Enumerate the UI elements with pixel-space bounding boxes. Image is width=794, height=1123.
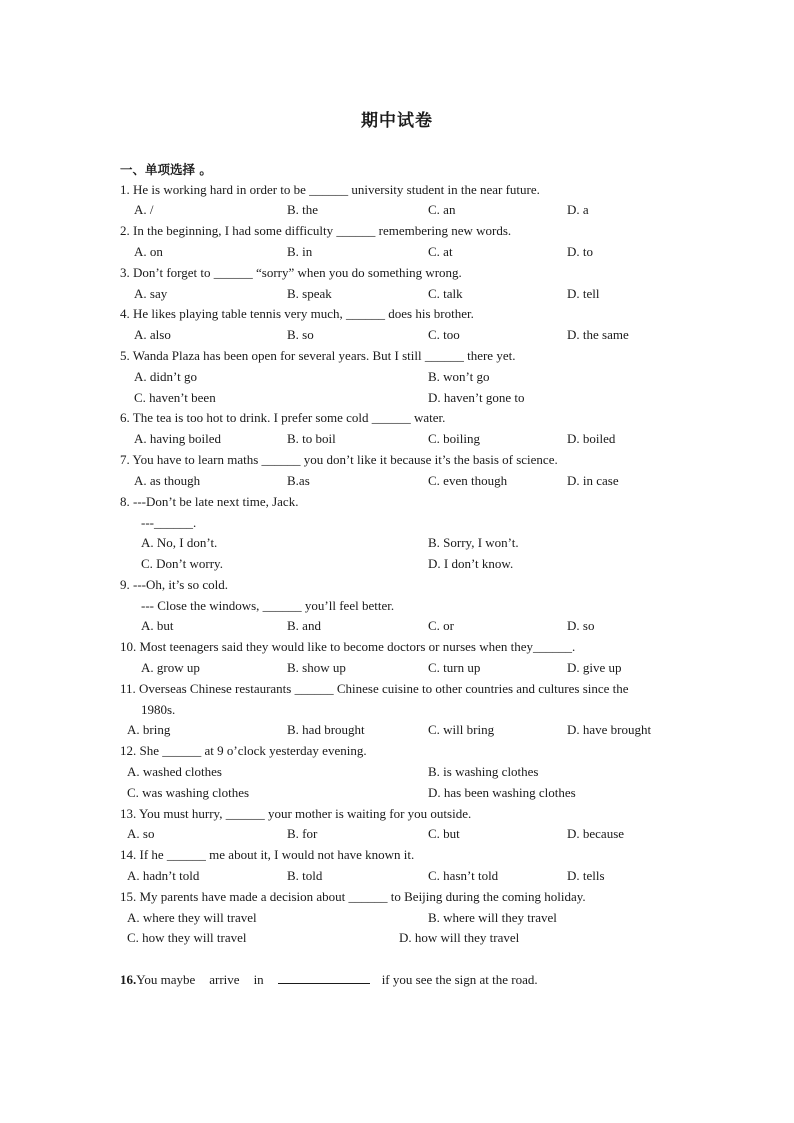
question-13-stem: 13. You must hurry, ______ your mother is waiting for you outside. bbox=[120, 806, 472, 821]
question-10-option-c: C. turn up bbox=[428, 660, 481, 675]
question-16-answer-blank[interactable] bbox=[278, 973, 370, 984]
question-14-stem: 14. If he ______ me about it, I would not have known it. bbox=[120, 847, 415, 862]
question-8-option-b: B. Sorry, I won’t. bbox=[428, 535, 519, 550]
question-4-option-b: B. so bbox=[287, 327, 314, 342]
question-10-option-b: B. show up bbox=[287, 660, 346, 675]
question-15-option-a: A. where they will travel bbox=[127, 910, 257, 925]
question-10-stem: 10. Most teenagers said they would like to become doctors or nurses when they______. bbox=[120, 639, 576, 654]
question-11-option-d: D. have brought bbox=[567, 722, 652, 737]
question-2-option-d: D. to bbox=[567, 244, 593, 259]
question-15-option-b: B. where will they travel bbox=[428, 910, 557, 925]
question-10-option-d: D. give up bbox=[567, 660, 622, 675]
question-9-stem-line-2: --- Close the windows, ______ you’ll feel better. bbox=[141, 598, 395, 613]
question-3-option-c: C. talk bbox=[428, 286, 463, 301]
question-13-option-a: A. so bbox=[127, 826, 155, 841]
question-8-stem-line-2: ---______. bbox=[141, 515, 197, 530]
question-12-option-b: B. is washing clothes bbox=[428, 764, 539, 779]
question-7-option-b: B.as bbox=[287, 473, 310, 488]
question-14-option-d: D. tells bbox=[567, 868, 605, 883]
question-6-option-d: D. boiled bbox=[567, 431, 616, 446]
question-3-option-d: D. tell bbox=[567, 286, 600, 301]
question-2-option-b: B. in bbox=[287, 244, 313, 259]
question-9-option-c: C. or bbox=[428, 618, 454, 633]
question-11-option-b: B. had brought bbox=[287, 722, 365, 737]
question-8-option-d: D. I don’t know. bbox=[428, 556, 514, 571]
question-12-option-d: D. has been washing clothes bbox=[428, 785, 576, 800]
question-11-option-c: C. will bring bbox=[428, 722, 495, 737]
question-12-option-a: A. washed clothes bbox=[127, 764, 222, 779]
question-9-option-a: A. but bbox=[141, 618, 174, 633]
question-11-stem: 11. Overseas Chinese restaurants ______ Chinese cuisine to other countries and cultures since the bbox=[120, 681, 629, 696]
question-9-option-b: B. and bbox=[287, 618, 321, 633]
question-4-option-c: C. too bbox=[428, 327, 460, 342]
question-14-option-a: A. hadn’t told bbox=[127, 868, 200, 883]
question-8-option-c: C. Don’t worry. bbox=[141, 556, 223, 571]
question-5-stem: 5. Wanda Plaza has been open for several years. But I still ______ there yet. bbox=[120, 348, 516, 363]
question-8-stem: 8. ---Don’t be late next time, Jack. bbox=[120, 494, 299, 509]
question-1-option-d: D. a bbox=[567, 202, 589, 217]
question-12-option-c: C. was washing clothes bbox=[127, 785, 250, 800]
question-4-option-d: D. the same bbox=[567, 327, 629, 342]
question-8-option-a: A. No, I don’t. bbox=[141, 535, 218, 550]
question-5-option-a: A. didn’t go bbox=[134, 369, 197, 384]
question-2-stem: 2. In the beginning, I had some difficulty ______ remembering new words. bbox=[120, 223, 512, 238]
question-11-stem-line-2: 1980s. bbox=[141, 702, 176, 717]
question-14-option-b: B. told bbox=[287, 868, 323, 883]
question-7-stem: 7. You have to learn maths ______ you don’t like it because it’s the basis of science. bbox=[120, 452, 558, 467]
question-16 bbox=[120, 972, 538, 988]
question-6-option-c: C. boiling bbox=[428, 431, 481, 446]
question-2-option-a: A. on bbox=[134, 244, 163, 259]
question-3-option-b: B. speak bbox=[287, 286, 332, 301]
question-3-stem: 3. Don’t forget to ______ “sorry” when you do something wrong. bbox=[120, 265, 462, 280]
question-6-stem: 6. The tea is too hot to drink. I prefer some cold ______ water. bbox=[120, 410, 446, 425]
question-13-option-c: C. but bbox=[428, 826, 460, 841]
question-16-word-in: in bbox=[253, 972, 264, 987]
question-9-option-d: D. so bbox=[567, 618, 595, 633]
question-1-stem: 1. He is working hard in order to be ______ university student in the near future. bbox=[120, 182, 540, 197]
question-5-option-d: D. haven’t gone to bbox=[428, 390, 525, 405]
question-1-option-a: A. / bbox=[134, 202, 154, 217]
page-title: 期中试卷 bbox=[361, 111, 433, 131]
question-9-stem: 9. ---Oh, it’s so cold. bbox=[120, 577, 228, 592]
question-16-number: 16. bbox=[120, 972, 137, 987]
question-15-option-c: C. how they will travel bbox=[127, 930, 247, 945]
question-16-word-arrive: arrive bbox=[209, 972, 240, 987]
question-7-option-a: A. as though bbox=[134, 473, 201, 488]
question-15-option-d: D. how will they travel bbox=[399, 930, 520, 945]
question-12-stem: 12. She ______ at 9 o’clock yesterday evening. bbox=[120, 743, 367, 758]
question-4-stem: 4. He likes playing table tennis very much, ______ does his brother. bbox=[120, 306, 474, 321]
question-13-option-d: D. because bbox=[567, 826, 625, 841]
question-6-option-a: A. having boiled bbox=[134, 431, 222, 446]
question-6-option-b: B. to boil bbox=[287, 431, 336, 446]
question-5-option-b: B. won’t go bbox=[428, 369, 490, 384]
question-13-option-b: B. for bbox=[287, 826, 318, 841]
question-14-option-c: C. hasn’t told bbox=[428, 868, 499, 883]
question-7-option-d: D. in case bbox=[567, 473, 619, 488]
question-5-option-c: C. haven’t been bbox=[134, 390, 216, 405]
question-11-option-a: A. bring bbox=[127, 722, 171, 737]
question-16-text-end: if you see the sign at the road. bbox=[381, 972, 538, 987]
question-3-option-a: A. say bbox=[134, 286, 168, 301]
question-15-stem: 15. My parents have made a decision about ______ to Beijing during the coming holiday. bbox=[120, 889, 586, 904]
question-1-option-c: C. an bbox=[428, 202, 456, 217]
question-4-option-a: A. also bbox=[134, 327, 171, 342]
question-7-option-c: C. even though bbox=[428, 473, 508, 488]
question-16-text-start: You maybe bbox=[136, 972, 196, 987]
question-10-option-a: A. grow up bbox=[141, 660, 200, 675]
section-heading: 一、单项选择 。 bbox=[120, 162, 212, 177]
question-1-option-b: B. the bbox=[287, 202, 319, 217]
question-2-option-c: C. at bbox=[428, 244, 453, 259]
